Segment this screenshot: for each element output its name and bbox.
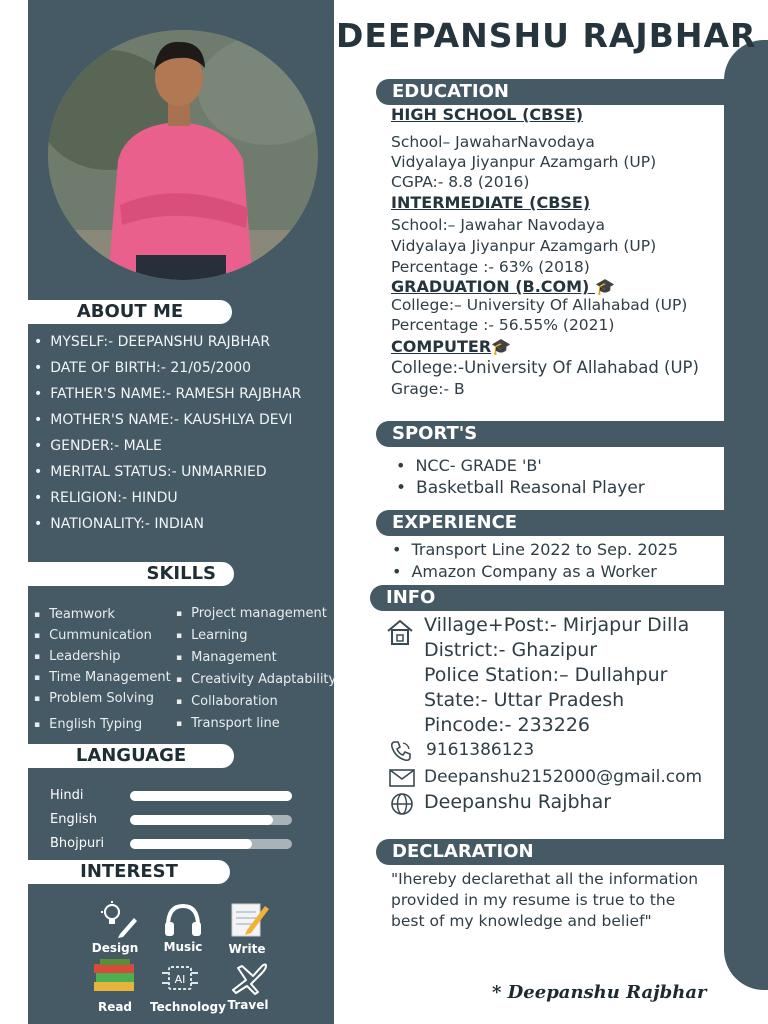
sports-heading: SPORT'S: [376, 421, 724, 447]
website-link[interactable]: Deepanshu Rajbhar: [424, 791, 612, 813]
education-line: School:– Jawahar Navodaya: [391, 216, 605, 234]
education-title-high-school: HIGH SCHOOL (CBSE): [391, 105, 584, 124]
declaration-line: "Ihereby declarethat all the information: [391, 870, 699, 888]
candidate-name: DEEPANSHU RAJBHAR: [336, 16, 757, 55]
education-heading: EDUCATION: [376, 79, 724, 105]
phone-number[interactable]: 9161386123: [426, 740, 535, 760]
email-address[interactable]: Deepanshu2152000@gmail.com: [424, 767, 703, 787]
skill-item: ▪ Project management: [176, 606, 327, 621]
language-bar: [130, 791, 292, 801]
headphones-icon: [163, 902, 203, 938]
education-line: Grage:- B: [391, 380, 465, 398]
skill-item: ▪ Management: [176, 650, 277, 665]
profile-photo-illustration: [48, 30, 318, 280]
skill-item: ▪ Time Management: [34, 670, 171, 685]
education-line: College:-University Of Allahabad (UP): [391, 358, 699, 377]
graduation-cap-icon: 🎓: [594, 277, 615, 296]
about-item-father: • FATHER'S NAME:- RAMESH RAJBHAR: [34, 386, 301, 402]
lightbulb-pencil-icon: [98, 900, 138, 938]
education-line: Vidyalaya Jiyanpur Azamgarh (UP): [391, 237, 657, 255]
skills-heading-label: SKILLS: [146, 563, 216, 584]
education-title-intermediate: INTERMEDIATE (CBSE): [391, 193, 591, 212]
email-icon: [389, 769, 415, 787]
ai-chip-icon: [160, 960, 200, 996]
education-line: CGPA:- 8.8 (2016): [391, 173, 530, 191]
info-heading: INFO: [370, 585, 768, 611]
about-item-marital: • MERITAL STATUS:- UNMARRIED: [34, 464, 267, 480]
language-label: Hindi: [50, 788, 84, 803]
skill-item: ▪ Leadership: [34, 649, 121, 664]
globe-icon: [390, 792, 414, 816]
svg-text:AI: AI: [174, 973, 186, 986]
education-line: School– JawaharNavodaya: [391, 133, 595, 151]
experience-item: • Amazon Company as a Worker: [392, 562, 657, 581]
education-line: Percentage :- 56.55% (2021): [391, 316, 615, 334]
skill-item: ▪ Cummunication: [34, 628, 152, 643]
about-item-religion: • RELIGION:- HINDU: [34, 490, 178, 506]
address-line: Pincode:- 233226: [424, 714, 591, 736]
skill-item: ▪ Problem Solving: [34, 691, 154, 706]
declaration-line: provided in my resume is true to the: [391, 891, 676, 909]
language-label: Bhojpuri: [50, 836, 105, 851]
skill-item: ▪ English Typing: [34, 717, 142, 732]
language-bar-fill: [130, 839, 252, 849]
notepad-icon: [229, 900, 269, 940]
interest-label: Travel: [227, 998, 269, 1012]
experience-item: • Transport Line 2022 to Sep. 2025: [392, 540, 678, 559]
right-decor-strip: [724, 40, 768, 990]
signature: * Deepanshu Rajbhar: [492, 982, 707, 1003]
language-label: English: [50, 812, 97, 827]
address-line: District:- Ghazipur: [424, 639, 598, 661]
about-item-myself: • MYSELF:- DEEPANSHU RAJBHAR: [34, 334, 270, 350]
airplane-icon: [230, 960, 268, 996]
home-icon: [386, 618, 414, 646]
interest-heading: INTEREST: [28, 860, 230, 884]
declaration-heading: DECLARATION: [376, 839, 724, 865]
address-line: Police Station:– Dullahpur: [424, 664, 668, 686]
language-bar: [130, 815, 292, 825]
education-line: Vidyalaya Jiyanpur Azamgarh (UP): [391, 153, 657, 171]
address-line: State:- Uttar Pradesh: [424, 689, 625, 711]
language-bar: [130, 839, 292, 849]
education-line: College:– University Of Allahabad (UP): [391, 296, 688, 314]
education-line: Percentage :- 63% (2018): [391, 258, 590, 276]
profile-photo: [48, 30, 318, 280]
graduation-title-text: GRADUATION (B.COM): [391, 277, 590, 296]
skill-item: ▪ Creativity Adaptability: [176, 672, 336, 687]
language-heading: LANGUAGE: [28, 744, 234, 768]
language-bar-fill: [130, 791, 292, 801]
about-item-gender: • GENDER:- MALE: [34, 438, 162, 454]
about-item-dob: • DATE OF BIRTH:- 21/05/2000: [34, 360, 251, 376]
interest-label: Technology: [150, 1000, 226, 1014]
skill-item: ▪ Learning: [176, 628, 248, 643]
education-title-computer: [391, 337, 511, 356]
interest-label: Read: [97, 1000, 133, 1014]
declaration-line: best of my knowledge and belief": [391, 912, 652, 930]
about-heading: ABOUT ME: [28, 300, 232, 324]
graduation-cap-icon: 🎓: [491, 337, 512, 356]
skills-heading: [28, 562, 234, 586]
address-line: Village+Post:- Mirjapur Dilla: [424, 614, 690, 636]
about-item-nationality: • NATIONALITY:- INDIAN: [34, 516, 204, 532]
experience-heading: EXPERIENCE: [376, 510, 724, 536]
books-icon: [92, 958, 138, 994]
interest-label: Design: [91, 941, 139, 955]
skill-item: ▪ Collaboration: [176, 694, 278, 709]
sports-item: • Basketball Reasonal Player: [396, 478, 645, 498]
phone-icon: [389, 739, 413, 763]
skill-item: ▪ Transport line: [176, 716, 280, 731]
computer-title-text: COMPUTER: [391, 337, 492, 356]
language-bar-fill: [130, 815, 273, 825]
interest-label: Write: [228, 942, 266, 956]
skill-item: ▪ Teamwork: [34, 607, 115, 622]
about-item-mother: • MOTHER'S NAME:- KAUSHLYA DEVI: [34, 412, 292, 428]
sports-item: • NCC- GRADE 'B': [396, 456, 542, 475]
education-title-graduation: [391, 277, 615, 296]
interest-label: Music: [163, 940, 203, 954]
